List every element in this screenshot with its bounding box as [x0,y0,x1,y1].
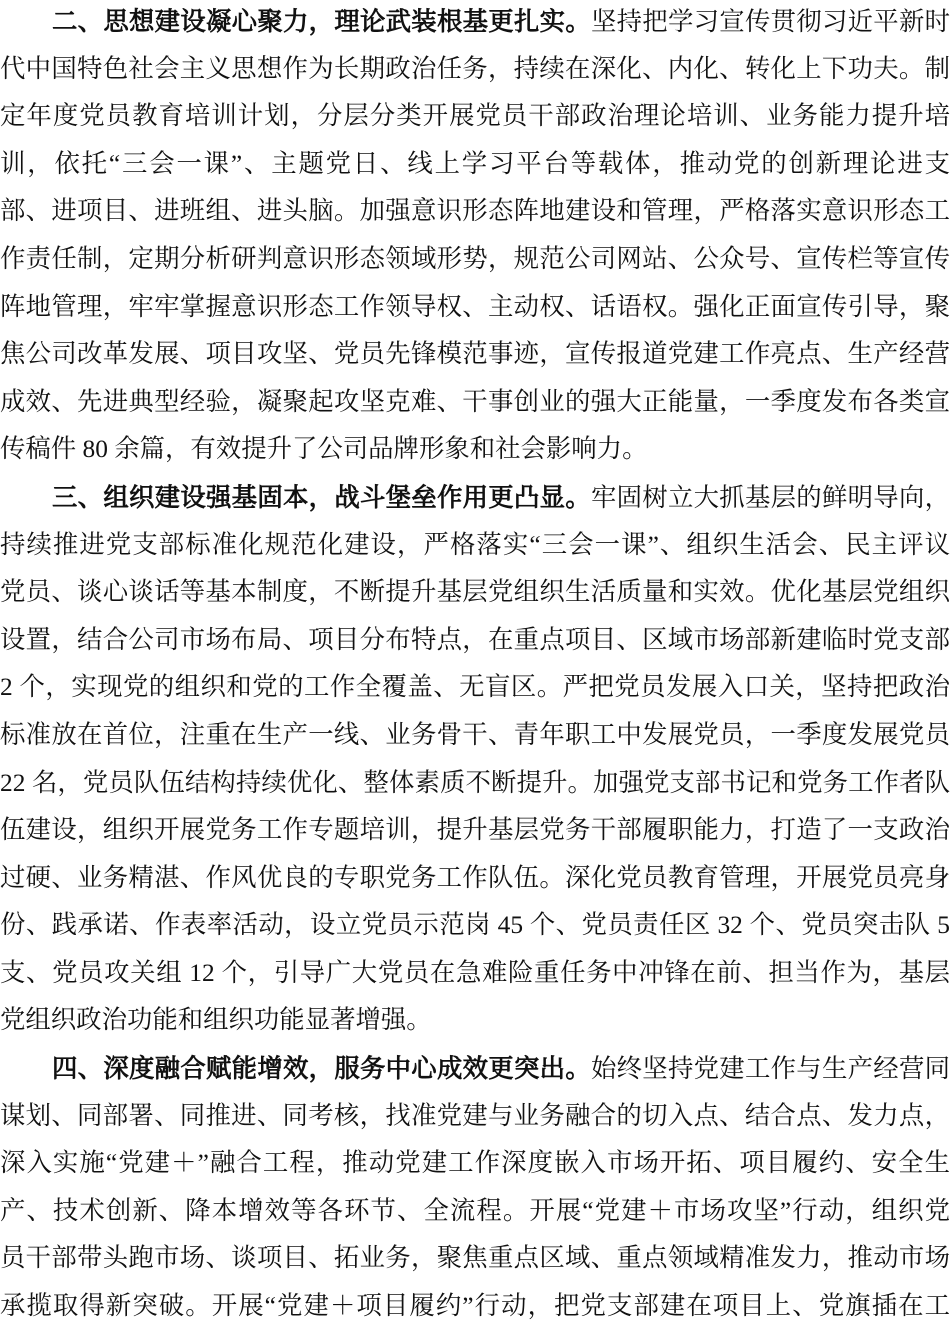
text-line [0,1045,950,1093]
section-heading: 三、组织建设强基固本，战斗堡垒作用更凸显。 [52,481,591,512]
text-line [0,1188,950,1236]
text-line [0,188,950,236]
line-text: 坚持把学习宣传贯彻习近平新时 [590,8,950,36]
text-line [0,617,950,665]
text-line [0,760,950,808]
section-heading: 二、思想建设凝心聚力，理论武装根基更扎实。 [52,6,591,36]
line-text: 承揽取得新突破。开展“党建＋项目履约”行动，把党支部建在项目上、党旗插在工 [0,1292,950,1321]
text-line [0,236,950,284]
text-line [0,0,950,46]
line-text: 传稿件 80 余篇，有效提升了公司品牌形象和社会影响力。 [0,435,648,464]
text-line [0,855,950,903]
text-line [0,426,950,474]
text-line [0,1140,950,1188]
line-text: 标准放在首位，注重在生产一线、业务骨干、青年职工中发展党员，一季度发展党员 [0,720,950,749]
text-line [0,902,950,950]
line-text: 训，依托“三会一课”、主题党日、线上学习平台等载体，推动党的创新理论进支 [0,149,950,178]
paragraph [0,474,950,1045]
text-line [0,1235,950,1283]
line-text: 牢固树立大抓基层的鲜明导向， [590,483,950,512]
paragraph [0,0,950,474]
paragraph [0,1045,950,1331]
line-text: 支、党员攻关组 12 个，引导广大党员在急难险重任务中冲锋在前、担当作为，基层 [0,958,950,987]
text-line [0,712,950,760]
line-text: 设置，结合公司市场布局、项目分布特点，在重点项目、区域市场部新建临时党支部 [0,625,950,654]
line-text: 党组织政治功能和组织功能显著增强。 [0,1006,432,1035]
line-text: 党员、谈心谈话等基本制度，不断提升基层党组织生活质量和实效。优化基层党组织 [0,578,950,607]
text-line [0,46,950,94]
line-text: 成效、先进典型经验，凝聚起攻坚克难、干事创业的强大正能量，一季度发布各类宣 [0,387,950,416]
line-text: 份、践承诺、作表率活动，设立党员示范岗 45 个、党员责任区 32 个、党员突击队 5 [0,911,950,940]
text-line [0,997,950,1045]
line-text: 2 个，实现党的组织和党的工作全覆盖、无盲区。严把党员发展入口关，坚持把政治 [0,673,950,702]
text-line [0,664,950,712]
text-line [0,284,950,332]
text-line [0,1283,950,1331]
section-heading: 四、深度融合赋能增效，服务中心成效更突出。 [52,1053,591,1084]
text-line [0,950,950,998]
line-text: 始终坚持党建工作与生产经营同 [590,1055,950,1084]
line-text: 22 名，党员队伍结构持续优化、整体素质不断提升。加强党支部书记和党务工作者队 [0,768,950,797]
line-text: 焦公司改革发展、项目攻坚、党员先锋模范事迹，宣传报道党建工作亮点、生产经营 [0,340,950,369]
text-line [0,807,950,855]
text-line [0,1093,950,1141]
text-line [0,379,950,427]
line-text: 过硬、业务精湛、作风优良的专职党务工作队伍。深化党员教育管理，开展党员亮身 [0,863,950,892]
line-text: 代中国特色社会主义思想作为长期政治任务，持续在深化、内化、转化上下功夫。制 [0,54,950,83]
line-text: 部、进项目、进班组、进头脑。加强意识形态阵地建设和管理，严格落实意识形态工 [0,197,950,226]
line-text: 深入实施“党建＋”融合工程，推动党建工作深度嵌入市场开拓、项目履约、安全生 [0,1149,950,1178]
line-text: 伍建设，组织开展党务工作专题培训，提升基层党务干部履职能力，打造了一支政治 [0,816,950,845]
text-line [0,141,950,189]
text-line [0,522,950,570]
text-line [0,569,950,617]
text-line [0,93,950,141]
text-line [0,331,950,379]
line-text: 员干部带头跑市场、谈项目、拓业务，聚焦重点区域、重点领域精准发力，推动市场 [0,1244,950,1273]
line-text: 定年度党员教育培训计划，分层分类开展党员干部政治理论培训、业务能力提升培 [0,102,950,131]
line-text: 产、技术创新、降本增效等各环节、全流程。开展“党建＋市场攻坚”行动，组织党 [0,1196,950,1225]
line-text: 作责任制，定期分析研判意识形态领域形势，规范公司网站、公众号、宣传栏等宣传 [0,244,950,273]
line-text: 谋划、同部署、同推进、同考核，找准党建与业务融合的切入点、结合点、发力点， [0,1101,950,1130]
line-text: 阵地管理，牢牢掌握意识形态工作领导权、主动权、话语权。强化正面宣传引导，聚 [0,292,950,321]
line-text: 持续推进党支部标准化规范化建设，严格落实“三会一课”、组织生活会、民主评议 [0,530,950,559]
text-line [0,474,950,522]
